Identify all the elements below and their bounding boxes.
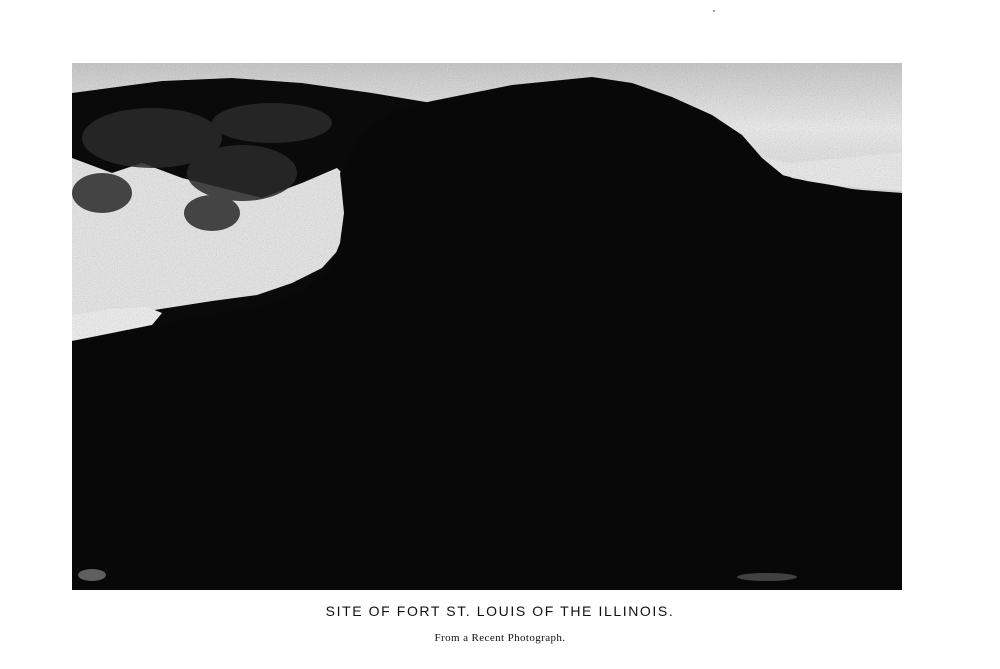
photograph-plate	[72, 63, 902, 590]
foreground-fleck	[737, 573, 797, 581]
figure-subcaption: From a Recent Photograph.	[434, 632, 566, 644]
figure-caption: SITE OF FORT ST. LOUIS OF THE ILLINOIS.	[325, 603, 675, 619]
paper-speck	[713, 10, 715, 12]
foreground-fleck	[78, 569, 106, 581]
photograph-image	[72, 63, 902, 590]
